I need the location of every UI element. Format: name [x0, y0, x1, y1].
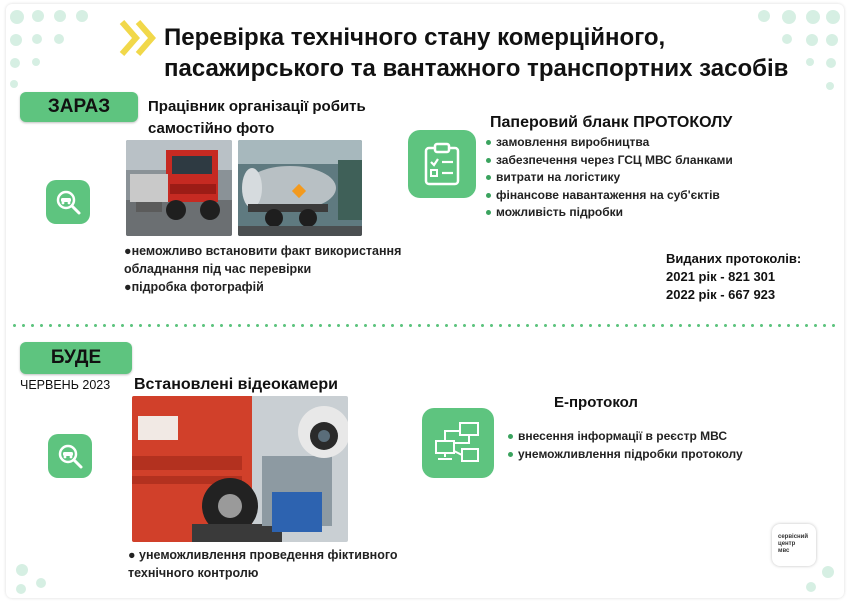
list-item: фінансове навантаження на суб'єктів — [486, 187, 786, 205]
slide — [6, 4, 844, 598]
camera-notes — [128, 546, 428, 582]
now-badge: ЗАРАЗ — [20, 92, 138, 122]
photo-note-2: ●підробка фотографій — [124, 280, 264, 294]
title-line-1: Перевірка технічного стану комерційного, — [164, 24, 666, 51]
camera-note-1-cont: технічного контролю — [128, 566, 259, 580]
logo-line-1: сервісний — [778, 534, 809, 540]
list-item: внесення інформації в реєстр МВС — [508, 428, 808, 446]
camera-note-1: ● унеможливлення проведення фіктивного — [128, 548, 398, 562]
list-item: забезпечення через ГСЦ МВС бланками — [486, 152, 786, 170]
photo-note-1-cont: обладнання під час перевірки — [124, 262, 312, 276]
eprotocol-heading: Е-протокол — [554, 394, 638, 411]
list-item: витрати на логістику — [486, 169, 786, 187]
issued-heading: Виданих протоколів: — [666, 251, 802, 266]
form-heading: Паперовий бланк ПРОТОКОЛУ — [490, 114, 733, 131]
list-item: унеможливлення підробки протоколу — [508, 446, 808, 464]
search-car-icon — [46, 180, 90, 224]
eprotocol-items-list — [508, 428, 808, 463]
network-icon — [422, 408, 494, 478]
issued-2021: 2021 рік - 821 301 — [666, 269, 776, 284]
logo-line-3: мвс — [778, 548, 790, 554]
photo-notes — [124, 242, 414, 296]
truck-inspection-camera-photo — [132, 396, 348, 542]
search-car-icon — [48, 434, 92, 478]
list-item: можливість підробки — [486, 204, 786, 222]
photo-heading-line-2: самостійно фото — [148, 120, 275, 137]
photo-heading — [148, 96, 366, 140]
red-truck-photo — [126, 140, 232, 236]
chevron-icon — [118, 18, 166, 58]
logo-line-2: центр — [778, 541, 796, 547]
list-item: замовлення виробництва — [486, 134, 786, 152]
section-divider — [10, 324, 840, 327]
issued-2022: 2022 рік - 667 923 — [666, 287, 776, 302]
photo-heading-line-1: Працівник організації робить — [148, 98, 366, 115]
issued-stats — [666, 250, 801, 304]
camera-heading: Встановлені відеокамери — [134, 376, 339, 393]
clipboard-icon — [408, 130, 476, 198]
title-line-2: пасажирського та вантажного транспортних засобів — [164, 55, 789, 82]
future-date: ЧЕРВЕНЬ 2023 — [20, 378, 111, 392]
future-badge: БУДЕ — [20, 342, 132, 374]
tanker-photo — [238, 140, 362, 236]
photo-note-1: ●неможливо встановити факт використання — [124, 244, 402, 258]
service-center-logo — [772, 524, 816, 566]
page-title — [164, 22, 844, 84]
form-items-list — [486, 134, 786, 222]
